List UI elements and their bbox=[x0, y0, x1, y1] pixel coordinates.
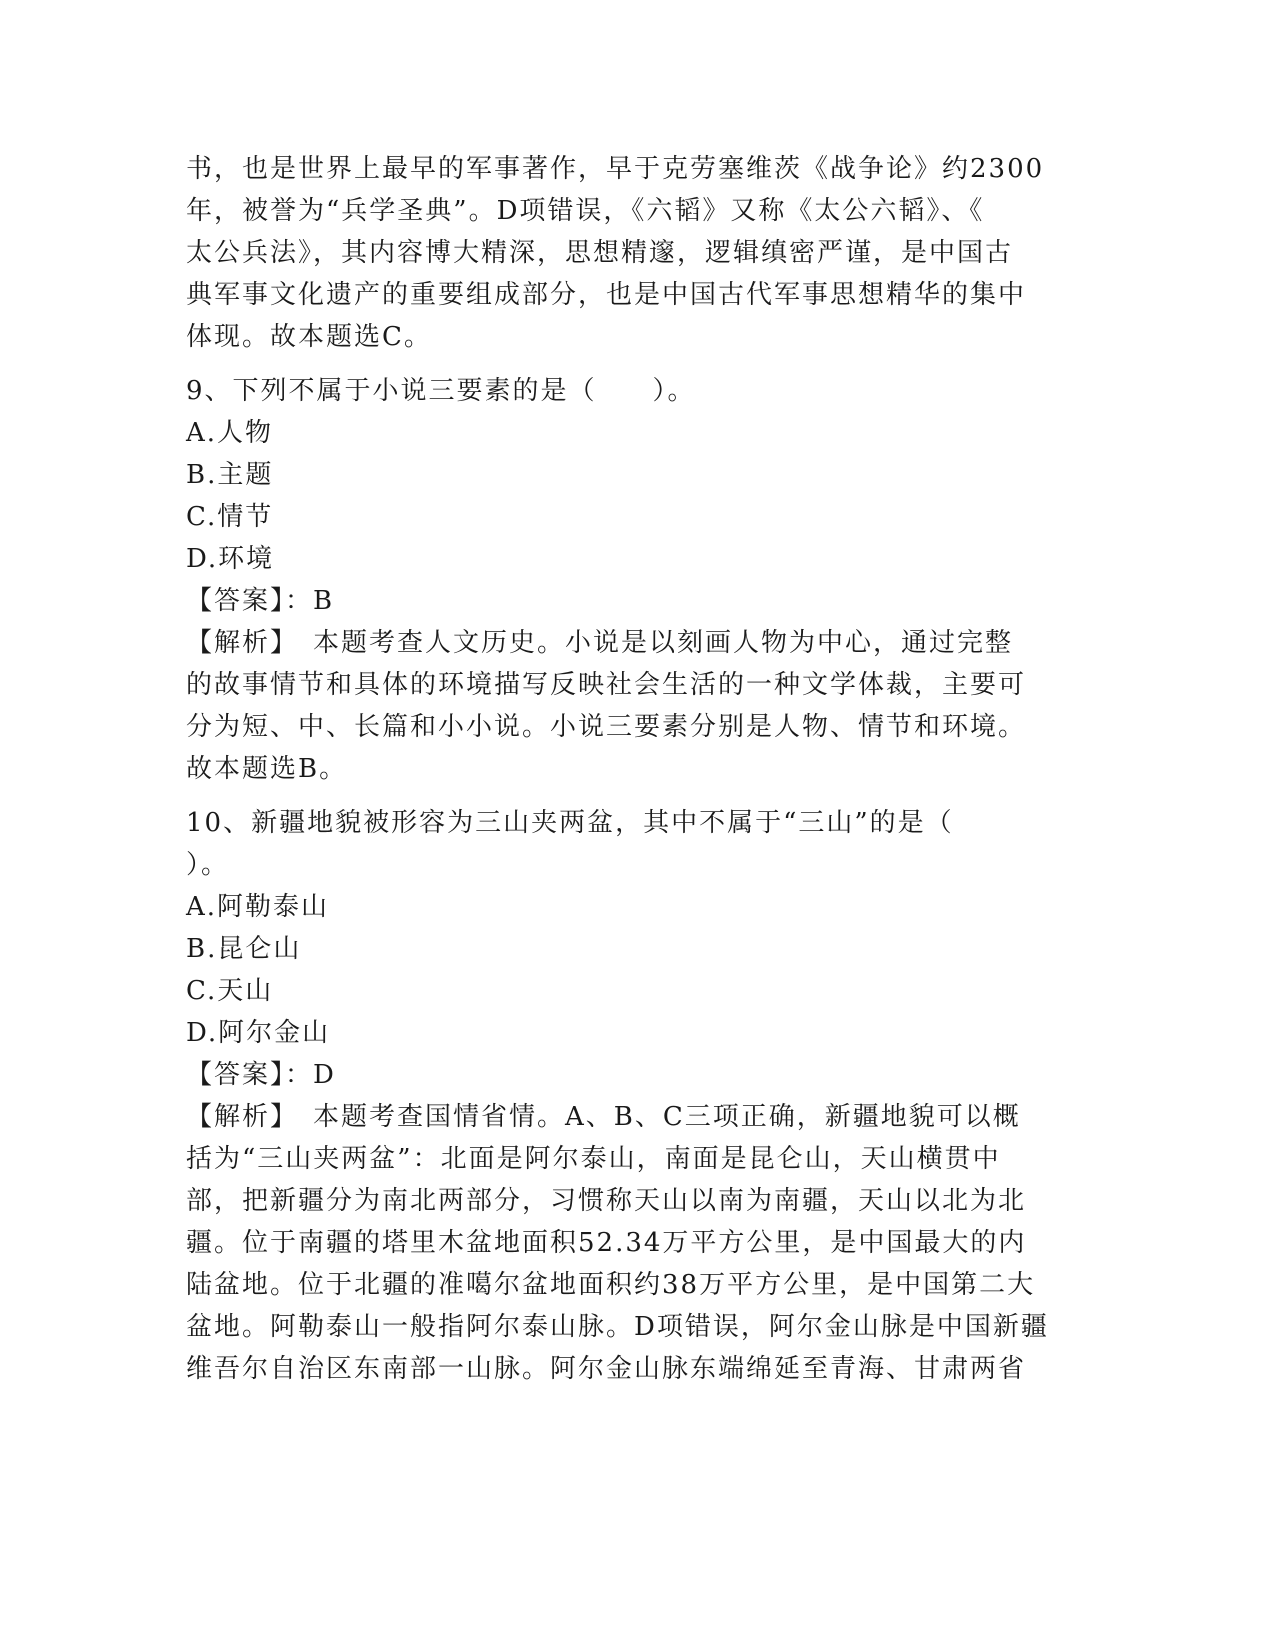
question-9 bbox=[186, 370, 1066, 790]
analysis-line: 【解析】 本题考查国情省情。A、B、C三项正确，新疆地貌可以概 bbox=[186, 1102, 1021, 1132]
spacer bbox=[186, 790, 1066, 802]
analysis-line: 盆地。阿勒泰山一般指阿尔泰山脉。D项错误，阿尔金山脉是中国新疆 bbox=[186, 1312, 1049, 1342]
analysis-line: 部，把新疆分为南北两部分，习惯称天山以南为南疆，天山以北为北 bbox=[186, 1186, 1027, 1216]
answer-line: 【答案】：B bbox=[186, 586, 335, 616]
analysis-line: 书，也是世界上最早的军事著作，早于克劳塞维茨《战争论》约2300 bbox=[186, 154, 1045, 184]
option-c: C.情节 bbox=[186, 502, 274, 532]
analysis-line: 分为短、中、长篇和小小说。小说三要素分别是人物、情节和环境。 bbox=[186, 712, 1027, 742]
option-b: B.主题 bbox=[186, 460, 274, 490]
question-10 bbox=[186, 802, 1066, 1390]
analysis-line: 维吾尔自治区东南部一山脉。阿尔金山脉东端绵延至青海、甘肃两省 bbox=[186, 1354, 1027, 1384]
prev-analysis-block bbox=[186, 148, 1066, 358]
option-d: D.阿尔金山 bbox=[186, 1018, 331, 1048]
analysis-line: 疆。位于南疆的塔里木盆地面积52.34万平方公里，是中国最大的内 bbox=[186, 1228, 1027, 1258]
question-stem: 10、新疆地貌被形容为三山夹两盆，其中不属于“三山”的是（ bbox=[186, 808, 954, 838]
option-b: B.昆仑山 bbox=[186, 934, 302, 964]
question-stem: ）。 bbox=[186, 850, 230, 880]
spacer bbox=[186, 358, 1066, 370]
answer-line: 【答案】：D bbox=[186, 1060, 336, 1090]
analysis-line: 的故事情节和具体的环境描写反映社会生活的一种文学体裁，主要可 bbox=[186, 670, 1027, 700]
option-a: A.人物 bbox=[186, 418, 274, 448]
option-d: D.环境 bbox=[186, 544, 275, 574]
analysis-line: 典军事文化遗产的重要组成部分，也是中国古代军事思想精华的集中 bbox=[186, 280, 1027, 310]
option-a: A.阿勒泰山 bbox=[186, 892, 330, 922]
analysis-line: 括为“三山夹两盆”：北面是阿尔泰山，南面是昆仑山，天山横贯中 bbox=[186, 1144, 1001, 1174]
option-c: C.天山 bbox=[186, 976, 274, 1006]
analysis-line: 太公兵法》，其内容博大精深，思想精邃，逻辑缜密严谨，是中国古 bbox=[186, 238, 1014, 268]
analysis-line: 故本题选B。 bbox=[186, 754, 348, 784]
question-stem: 9、下列不属于小说三要素的是（ ）。 bbox=[186, 376, 696, 406]
analysis-line: 【解析】 本题考查人文历史。小说是以刻画人物为中心，通过完整 bbox=[186, 628, 1014, 658]
page-content bbox=[186, 148, 1066, 1390]
analysis-line: 体现。故本题选C。 bbox=[186, 322, 432, 352]
analysis-line: 陆盆地。位于北疆的准噶尔盆地面积约38万平方公里，是中国第二大 bbox=[186, 1270, 1036, 1300]
analysis-line: 年，被誉为“兵学圣典”。D项错误，《六韬》又称《太公六韬》、《 bbox=[186, 196, 985, 226]
